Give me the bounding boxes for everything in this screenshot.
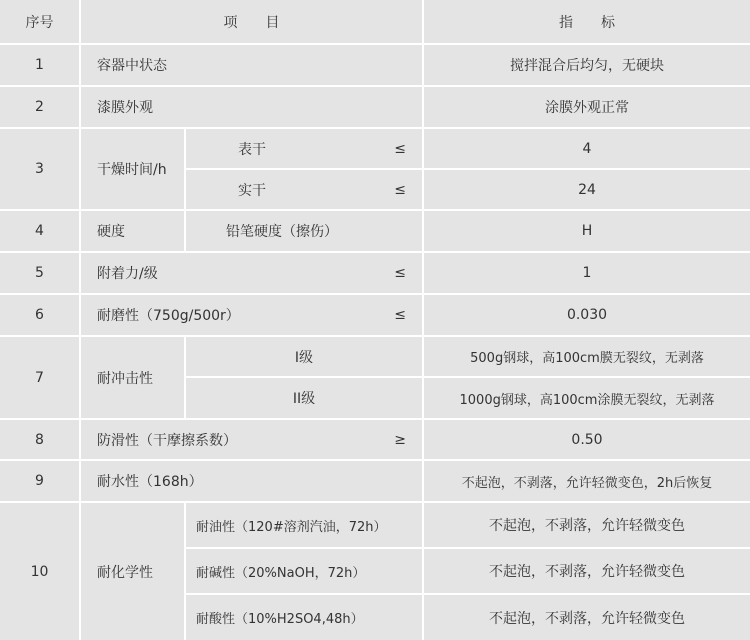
row-spec: 涂膜外观正常 bbox=[424, 87, 750, 127]
row-no: 1 bbox=[0, 45, 79, 85]
header-item: 项 目 bbox=[81, 0, 422, 43]
sub-item: 铅笔硬度（擦伤） bbox=[186, 211, 422, 251]
row-spec: 搅拌混合后均匀，无硬块 bbox=[424, 45, 750, 85]
comparator: ≤ bbox=[394, 265, 406, 281]
row-spec: 不起泡，不剥落，允许轻微变色 bbox=[424, 549, 750, 593]
row-no: 2 bbox=[0, 87, 79, 127]
row-no: 6 bbox=[0, 295, 79, 335]
row-no: 3 bbox=[0, 129, 79, 209]
row-spec: H bbox=[424, 211, 750, 251]
row-no: 4 bbox=[0, 211, 79, 251]
row-item: 耐化学性 bbox=[81, 503, 184, 640]
row-no: 7 bbox=[0, 337, 79, 418]
row-spec: 500g钢球，高100cm膜无裂纹，无剥落 bbox=[424, 337, 750, 376]
sub-item: 表干 ≤ bbox=[186, 129, 422, 168]
row-item: 漆膜外观 bbox=[81, 87, 422, 127]
row-item: 耐磨性（750g/500r） ≤ bbox=[81, 295, 422, 335]
row-spec: 1 bbox=[424, 253, 750, 293]
row-item: 防滑性（干摩擦系数） ≥ bbox=[81, 420, 422, 459]
row-spec: 不起泡，不剥落，允许轻微变色，2h后恢复 bbox=[424, 461, 750, 501]
comparator: ≥ bbox=[394, 431, 406, 448]
sub-item: I级 bbox=[186, 337, 422, 376]
row-item: 附着力/级 ≤ bbox=[81, 253, 422, 293]
row-no: 10 bbox=[0, 503, 79, 640]
row-spec: 不起泡，不剥落，允许轻微变色 bbox=[424, 595, 750, 640]
header-no: 序号 bbox=[0, 0, 79, 43]
row-spec: 1000g钢球，高100cm涂膜无裂纹，无剥落 bbox=[424, 378, 750, 418]
row-spec: 4 bbox=[424, 129, 750, 168]
row-item: 硬度 bbox=[81, 211, 184, 251]
sub-item: 耐油性（120#溶剂汽油，72h） bbox=[186, 503, 422, 547]
row-item: 干燥时间/h bbox=[81, 129, 184, 209]
comparator: ≤ bbox=[394, 140, 406, 157]
row-item: 容器中状态 bbox=[81, 45, 422, 85]
row-item: 耐冲击性 bbox=[81, 337, 184, 418]
row-no: 8 bbox=[0, 420, 79, 459]
row-spec: 24 bbox=[424, 170, 750, 209]
row-no: 5 bbox=[0, 253, 79, 293]
sub-item: 耐碱性（20%NaOH，72h） bbox=[186, 549, 422, 593]
sub-item: 耐酸性（10%H2SO4,48h） bbox=[186, 595, 422, 640]
row-spec: 不起泡，不剥落，允许轻微变色 bbox=[424, 503, 750, 547]
row-no: 9 bbox=[0, 461, 79, 501]
comparator: ≤ bbox=[394, 307, 406, 323]
sub-item: II级 bbox=[186, 378, 422, 418]
row-spec: 0.030 bbox=[424, 295, 750, 335]
header-spec: 指 标 bbox=[424, 0, 750, 43]
row-spec: 0.50 bbox=[424, 420, 750, 459]
row-item: 耐水性（168h） bbox=[81, 461, 422, 501]
comparator: ≤ bbox=[394, 181, 406, 198]
sub-item: 实干 ≤ bbox=[186, 170, 422, 209]
